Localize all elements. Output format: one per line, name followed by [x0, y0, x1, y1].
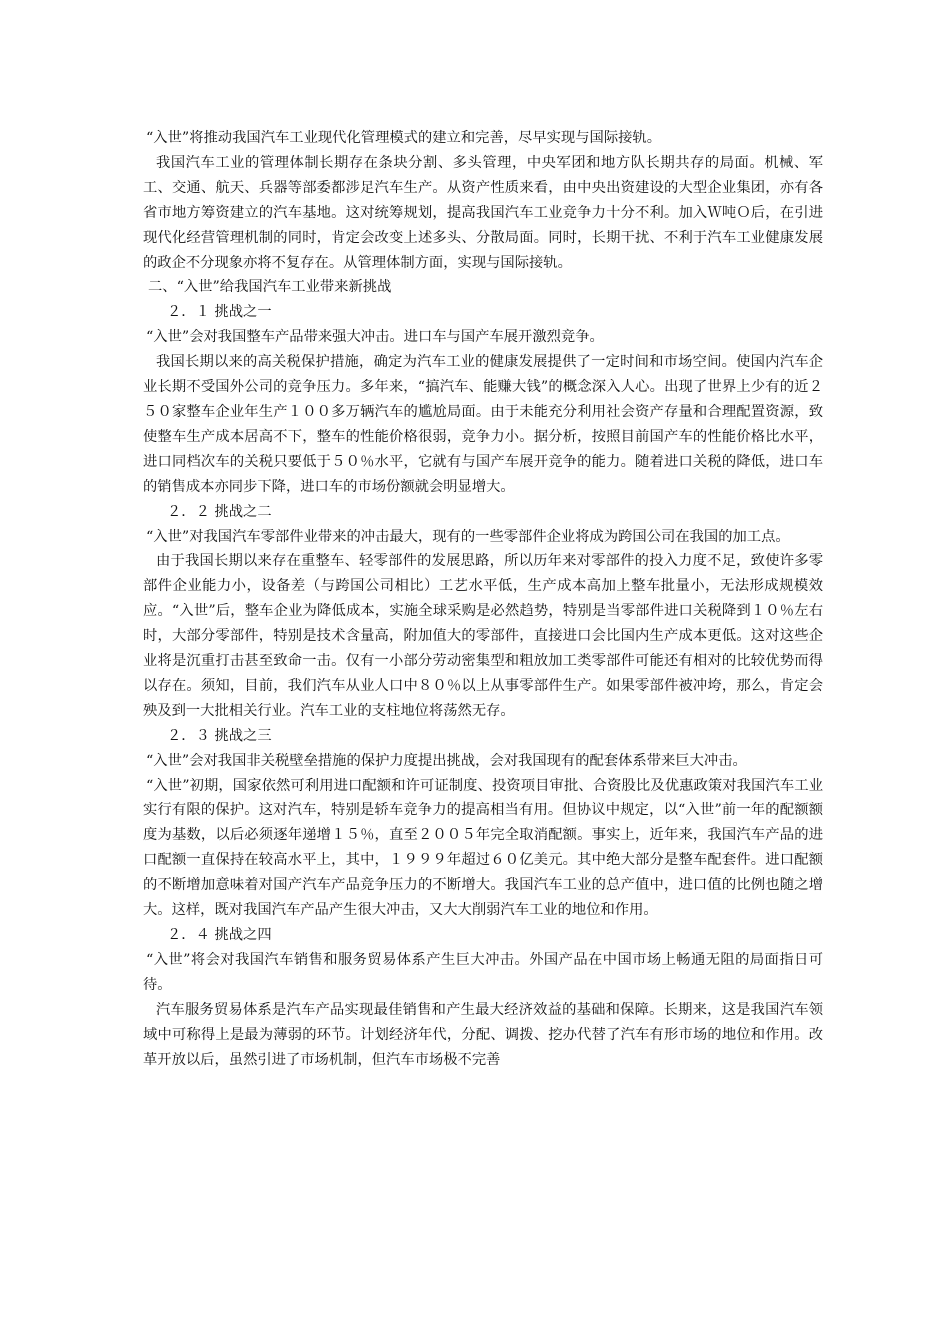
paragraph-challenge-4-claim: “入世”将会对我国汽车销售和服务贸易体系产生巨大冲击。外国产品在中国市场上畅通无阻的局面指日可待。 [143, 951, 823, 993]
document-body [143, 126, 823, 1072]
paragraph-challenge-3-claim: “入世”会对我国非关税壁垒措施的保护力度提出挑战，会对我国现有的配套体系带来巨大冲击。 [146, 752, 747, 769]
paragraph-modernization-claim: “入世”将推动我国汽车工业现代化管理模式的建立和完善，尽早实现与国际接轨。 [146, 130, 662, 146]
paragraph-challenge-2-claim: “入世”对我国汽车零部件业带来的冲击最大，现有的一些零部件企业将成为跨国公司在我国的加工点。 [146, 528, 790, 545]
section-heading-challenges: 二、“入世”给我国汽车工业带来新挑战 [148, 279, 392, 296]
subheading-challenge-3: ２．３ 挑战之三 [167, 727, 272, 744]
paragraph-challenge-4-body: 汽车服务贸易体系是汽车产品实现最佳销售和产生最大经济效益的基础和保障。长期来，这是我国汽车领域中可称得上是最为薄弱的环节。计划经济年代，分配、调拨、挖办代替了汽车有形市场的地位和作用。改革开放以后，虽然引进了市场机制，但汽车市场极不完善 [143, 1001, 823, 1068]
paragraph-challenge-1-body: 我国长期以来的高关税保护措施，确定为汽车工业的健康发展提供了一定时间和市场空间。使国内汽车企业长期不受国外公司的竞争压力。多年来，“搞汽车、能赚大钱”的概念深入人心。出现了世界上少有的近２５０家整车企业年生产１００多万辆汽车的尴尬局面。由于未能充分利用社会资产存量和合理配置资源，致使整车生产成本居高不下，整车的性能价格很弱，竞争力小。据分析，按照目前国产车的性能价格比水平，进口同档次车的关税只要低于５０％水平，它就有与国产车展开竞争的能力。随着进口关税的降低，进口车的销售成本亦同步下降，进口车的市场份额就会明显增大。 [143, 354, 823, 495]
subheading-challenge-2: ２．２ 挑战之二 [167, 503, 272, 520]
subheading-challenge-1: ２．１ 挑战之一 [167, 304, 272, 321]
paragraph-challenge-1-claim: “入世”会对我国整车产品带来强大冲击。进口车与国产车展开激烈竞争。 [146, 329, 604, 346]
subheading-challenge-4: ２．４ 挑战之四 [167, 927, 272, 943]
paragraph-management-system: 我国汽车工业的管理体制长期存在条块分割、多头管理，中央军团和地方队长期共存的局面。机械、军工、交通、航天、兵器等部委都涉足汽车生产。从资产性质来看，由中央出资建设的大型企业集团，亦有各省市地方筹资建立的汽车基地。这对统筹规划，提高我国汽车工业竞争力十分不利。加入Ｗ吨Ｏ后，在引进现代化经营管理机制的同时，肯定会改变上述多头、分散局面。同时，长期干扰、不利于汽车工业健康发展的政企不分现象亦将不复存在。从管理体制方面，实现与国际接轨。 [143, 154, 823, 271]
paragraph-challenge-3-body: “入世”初期，国家依然可利用进口配额和许可证制度、投资项目审批、合资股比及优惠政策对我国汽车工业实行有限的保护。这对汽车，特别是轿车竞争力的提高相当有用。但协议中规定，以“入世”前一年的配额额度为基数，以后必须逐年递增１５％，直至２００５年完全取消配额。事实上，近年来，我国汽车产品的进口配额一直保持在较高水平上，其中，１９９９年超过６０亿美元。其中绝大部分是整车配套件。进口配额的不断增加意味着对国产汽车产品竞争压力的不断增大。我国汽车工业的总产值中，进口值的比例也随之增大。这样，既对我国汽车产品产生很大冲击，又大大削弱汽车工业的地位和作用。 [143, 777, 823, 919]
paragraph-challenge-2-body: 由于我国长期以来存在重整车、轻零部件的发展思路，所以历年来对零部件的投入力度不足，致使许多零部件企业能力小，设备差（与跨国公司相比）工艺水平低，生产成本高加上整车批量小，无法形成规模效应。“入世”后，整车企业为降低成本，实施全球采购是必然趋势，特别是当零部件进口关税降到１０％左右时，大部分零部件，特别是技术含量高，附加值大的零部件，直接进口会比国内生产成本更低。这对这些企业将是沉重打击甚至致命一击。仅有一小部分劳动密集型和粗放加工类零部件可能还有相对的比较优势而得以存在。须知，目前，我们汽车从业人口中８０％以上从事零部件生产。如果零部件被冲垮，那么，肯定会殃及到一大批相关行业。汽车工业的支柱地位将荡然无存。 [143, 553, 823, 719]
